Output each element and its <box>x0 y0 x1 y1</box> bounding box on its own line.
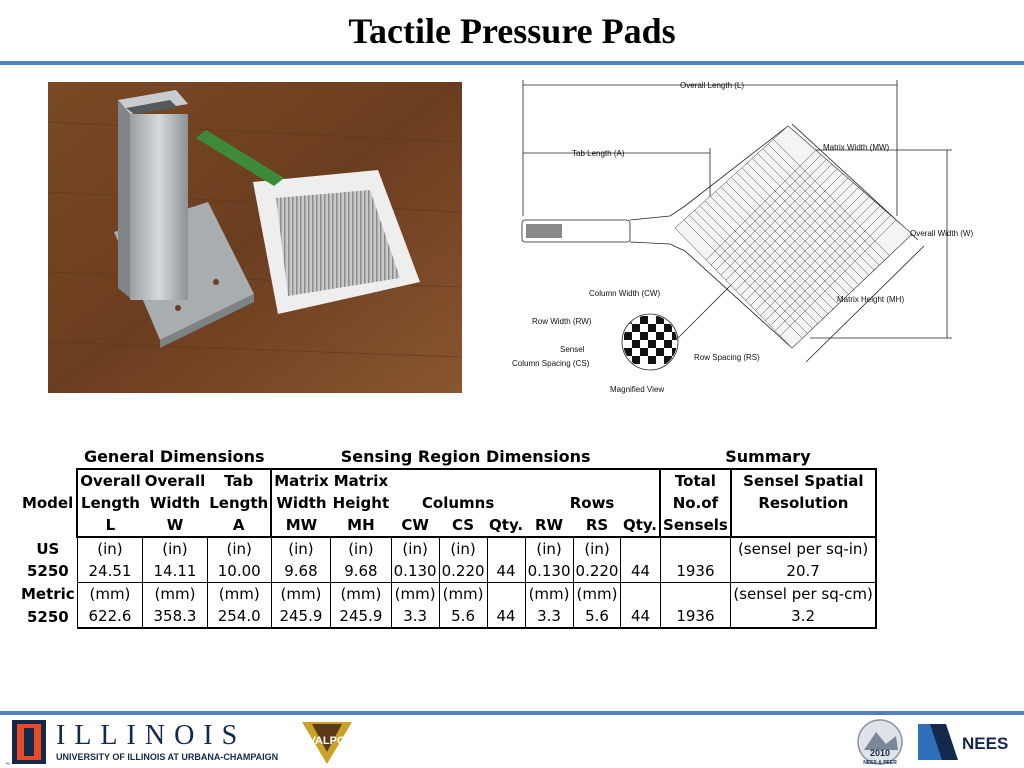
unit-cell <box>660 583 731 606</box>
header-columns: Columns <box>421 494 495 512</box>
header-cw: CW <box>391 514 439 537</box>
value-cell: 0.130 <box>391 560 439 583</box>
value-cell: 44 <box>621 560 660 583</box>
nees-peer-year: 2010 <box>869 748 891 758</box>
unit-cell: (in) <box>143 537 208 560</box>
value-cell: 245.9 <box>331 605 391 628</box>
nees-peer-logo <box>858 720 902 766</box>
header-overall-length: Overall <box>77 469 143 492</box>
label-overall-length: Overall Length (L) <box>680 81 745 90</box>
header-col-qty: Qty. <box>487 514 525 537</box>
header-rs: RS <box>573 514 621 537</box>
header-overall-length-2: Length <box>77 492 143 514</box>
unit-cell: (in) <box>77 537 143 560</box>
header-model: Model <box>21 494 74 512</box>
value-cell: 0.220 <box>573 560 621 583</box>
label-tab-length: Tab Length (A) <box>572 149 625 158</box>
header-rw: RW <box>525 514 573 537</box>
value-cell: 20.7 <box>731 560 876 583</box>
unit-cell: (in) <box>439 537 487 560</box>
value-cell: 0.130 <box>525 560 573 583</box>
header-overall-width: Overall <box>143 469 208 492</box>
row-label-metric-model: 5250 <box>26 607 69 626</box>
unit-cell: (in) <box>271 537 330 560</box>
unit-cell <box>621 583 660 606</box>
value-cell: 5.6 <box>439 605 487 628</box>
value-cell: 245.9 <box>271 605 330 628</box>
illinois-logo <box>5 720 278 768</box>
unit-cell: (mm) <box>77 583 143 606</box>
table-row-us-values <box>19 560 876 583</box>
bottom-divider <box>0 711 1024 715</box>
value-cell: 622.6 <box>77 605 143 628</box>
header-cs: CS <box>439 514 487 537</box>
slide-title: Tactile Pressure Pads <box>348 11 676 51</box>
value-cell: 24.51 <box>77 560 143 583</box>
header-tab-length: Tab <box>207 469 271 492</box>
header-matrix-height: Matrix <box>331 469 391 492</box>
header-matrix-width-2: Width <box>271 492 330 514</box>
value-cell: 44 <box>621 605 660 628</box>
table-group-header-row <box>19 446 876 469</box>
row-label-metric: Metric <box>21 584 75 603</box>
illinois-subtitle: UNIVERSITY OF ILLINOIS AT URBANA-CHAMPAIGN <box>56 752 279 762</box>
unit-cell: (sensel per sq-in) <box>731 537 876 560</box>
value-cell: 358.3 <box>143 605 208 628</box>
unit-cell <box>487 583 525 606</box>
value-cell: 9.68 <box>331 560 391 583</box>
header-row-qty: Qty. <box>621 514 660 537</box>
table-header-row-1 <box>19 469 876 492</box>
unit-cell <box>487 537 525 560</box>
unit-cell: (mm) <box>391 583 439 606</box>
group-summary: Summary <box>725 447 811 466</box>
header-mw: MW <box>271 514 330 537</box>
header-overall-width-2: Width <box>149 494 201 512</box>
value-cell: 9.68 <box>271 560 330 583</box>
value-cell: 1936 <box>660 605 731 628</box>
unit-cell <box>621 537 660 560</box>
table-row-us-units <box>19 537 876 560</box>
header-resolution-2: Resolution <box>731 492 876 514</box>
specification-table <box>19 446 877 629</box>
label-matrix-width: Matrix Width (MW) <box>823 143 890 152</box>
unit-cell: (mm) <box>525 583 573 606</box>
header-matrix-width: Matrix <box>271 469 330 492</box>
unit-cell: (mm) <box>271 583 330 606</box>
value-cell: 254.0 <box>207 605 271 628</box>
row-label-us-model: 5250 <box>26 562 69 581</box>
label-sensel: Sensel <box>560 345 585 354</box>
nees-text: NEES <box>962 734 1009 753</box>
table-row-metric-values <box>19 605 876 628</box>
unit-cell: (in) <box>391 537 439 560</box>
group-sensing-region: Sensing Region Dimensions <box>340 447 591 466</box>
table-header-row-3 <box>19 514 876 537</box>
unit-cell: (mm) <box>143 583 208 606</box>
valpo-logo <box>302 722 352 764</box>
label-row-width: Row Width (RW) <box>532 317 592 326</box>
header-rows: Rows <box>569 494 615 512</box>
trademark: ™ <box>5 762 10 768</box>
header-total-3: Sensels <box>660 514 731 537</box>
table-row-metric-units <box>19 583 876 606</box>
value-cell: 3.3 <box>391 605 439 628</box>
value-cell: 14.11 <box>143 560 208 583</box>
header-w: W <box>143 514 208 537</box>
photo-pressure-pad <box>48 82 462 393</box>
sensor-dimension-diagram <box>510 76 1000 398</box>
value-cell: 44 <box>487 560 525 583</box>
table-header-row-2 <box>19 492 876 514</box>
unit-cell: (mm) <box>331 583 391 606</box>
label-magnified-view: Magnified View <box>610 385 665 394</box>
header-total-2: No.of <box>660 492 731 514</box>
unit-cell: (in) <box>331 537 391 560</box>
valpo-text: VALPO <box>308 735 346 747</box>
unit-cell <box>660 537 731 560</box>
value-cell: 1936 <box>660 560 731 583</box>
unit-cell: (sensel per sq-cm) <box>731 583 876 606</box>
value-cell: 44 <box>487 605 525 628</box>
unit-cell: (in) <box>207 537 271 560</box>
label-overall-width: Overall Width (W) <box>910 229 974 238</box>
group-general-dimensions: General Dimensions <box>83 447 265 466</box>
nees-peer-text: NEES & PEER <box>863 760 897 766</box>
header-matrix-height-2: Height <box>332 494 390 512</box>
label-matrix-height: Matrix Height (MH) <box>837 295 905 304</box>
illinois-wordmark: ILLINOIS <box>56 720 247 751</box>
unit-cell: (mm) <box>573 583 621 606</box>
header-resolution: Sensel Spatial <box>731 469 876 492</box>
footer-logos <box>0 716 1024 768</box>
label-row-spacing: Row Spacing (RS) <box>694 353 760 362</box>
header-tab-length-2: Length <box>209 494 269 512</box>
label-column-spacing: Column Spacing (CS) <box>512 359 590 368</box>
value-cell: 0.220 <box>439 560 487 583</box>
nees-logo <box>918 724 1008 760</box>
header-total: Total <box>660 469 731 492</box>
unit-cell: (mm) <box>207 583 271 606</box>
label-column-width: Column Width (CW) <box>589 289 661 298</box>
value-cell: 10.00 <box>207 560 271 583</box>
row-label-us: US <box>36 539 60 558</box>
header-mh: MH <box>331 514 391 537</box>
top-divider <box>0 61 1024 65</box>
value-cell: 5.6 <box>573 605 621 628</box>
unit-cell: (mm) <box>439 583 487 606</box>
unit-cell: (in) <box>525 537 573 560</box>
value-cell: 3.3 <box>525 605 573 628</box>
value-cell: 3.2 <box>731 605 876 628</box>
header-l: L <box>77 514 143 537</box>
header-a: A <box>207 514 271 537</box>
unit-cell: (in) <box>573 537 621 560</box>
